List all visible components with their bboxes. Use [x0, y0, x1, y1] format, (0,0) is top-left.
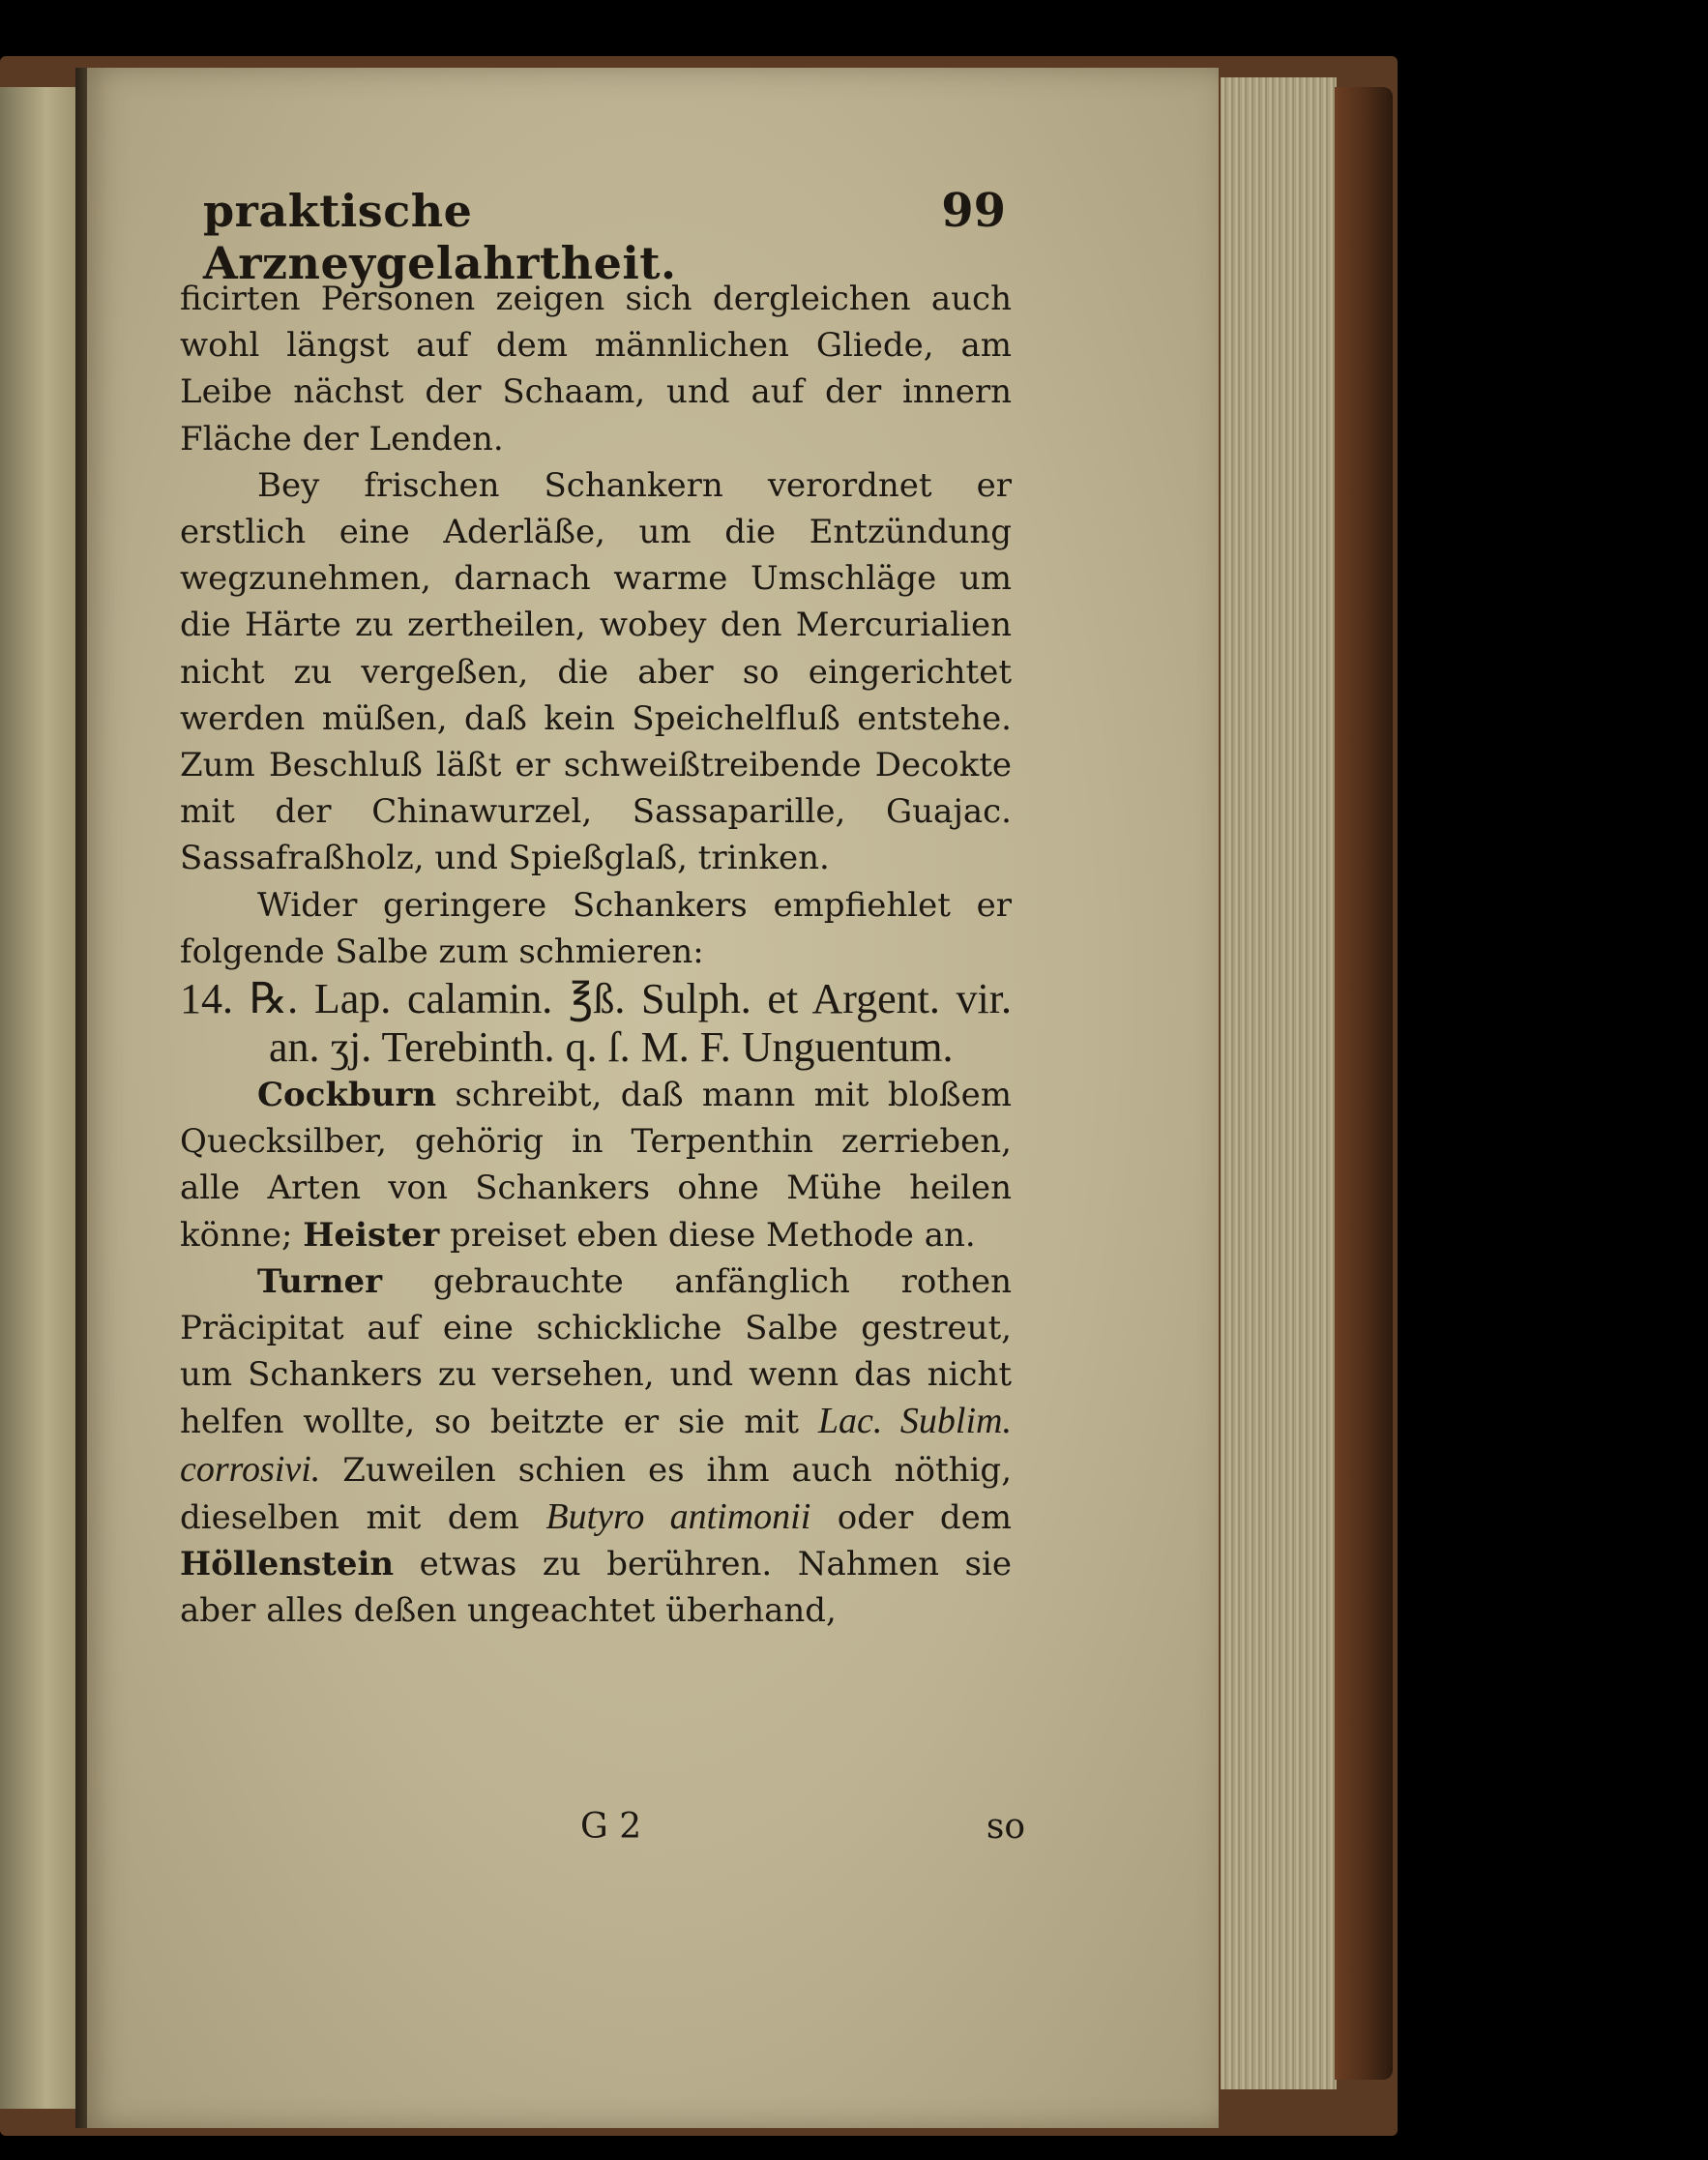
recipe-14: 14. ℞. Lap. calamin. ℥ß. Sulph. et Argent. vir. an. ʒj. Terebinth. q. ſ. M. F. Unguentum. [180, 975, 1012, 1072]
running-title: praktische Arzneygelahrtheit. [203, 185, 677, 289]
page-number: 99 [941, 184, 1006, 238]
paragraph-5-text-c: oder dem [810, 1497, 1013, 1537]
page-footer [580, 1807, 1025, 1847]
paragraph-4-text-b: preiset eben diese Methode an. [439, 1215, 976, 1255]
paragraph-5 [180, 1258, 1012, 1635]
running-head [203, 184, 1006, 289]
paragraph-5-text-b: Zuweilen schien es ihm auch nöthig, dieselben mit dem [180, 1450, 1012, 1537]
paragraph-2: Bey frischen Schankern verordnet er erstlich eine Aderläße, um die Entzündung wegzunehmen, darnach warme Umschläge um die Härte zu zertheilen, wobey den Mercurialien nicht zu vergeßen, die aber so eingerichtet werden müßen, daß kein Speichelfluß entstehe. Zum Beschluß läßt er schweißtreibende Decokte mit der Chinawurzel, Sassaparille, Guajac. Sassafraßholz, und Spießglaß, trinken. [180, 465, 1012, 878]
paragraph-3: Wider geringere Schankers empfiehlet er folgende Salbe zum schmieren: [180, 885, 1012, 971]
page-block-edges [1221, 77, 1337, 2089]
paragraph-5-text-a: gebrauchte anfänglich rothen Präcipitat auf eine schickliche Salbe gestreut, um Schankers zu versehen, und wenn das nicht helfen wollte, so beitzte er sie mit [180, 1261, 1012, 1442]
signature-mark: G 2 [580, 1807, 642, 1847]
paragraph-4 [180, 1072, 1012, 1258]
name-heister: Heister [303, 1215, 440, 1255]
latin-lac-sublim: Lac. Sublim. corrosivi. [180, 1401, 1012, 1490]
paragraph-5-text-d: etwas zu berühren. Nahmen sie aber alles deßen ungeachtet überhand, [180, 1545, 1012, 1631]
paragraph-1: ficirten Personen zeigen sich dergleichen auch wohl längst auf dem männlichen Gliede, am Leibe nächst der Schaam, und auf der innern Fläche der Lenden. [180, 280, 1012, 459]
previous-page-edge [0, 87, 77, 2109]
paragraph-4-text-a: schreibt, daß mann mit bloßem Quecksilber, gehörig in Terpenthin zerrieben, alle Arten von Schankers ohne Mühe heilen könne; [180, 1076, 1012, 1255]
name-hoellenstein: Höllenstein [180, 1545, 395, 1584]
page-text [180, 276, 1012, 1634]
name-cockburn: Cockburn [257, 1076, 437, 1115]
catchword: so [986, 1807, 1025, 1847]
latin-butyro-antimonii: Butyro antimonii [545, 1495, 811, 1537]
cover-edge [1335, 87, 1393, 2080]
name-turner: Turner [257, 1261, 383, 1301]
